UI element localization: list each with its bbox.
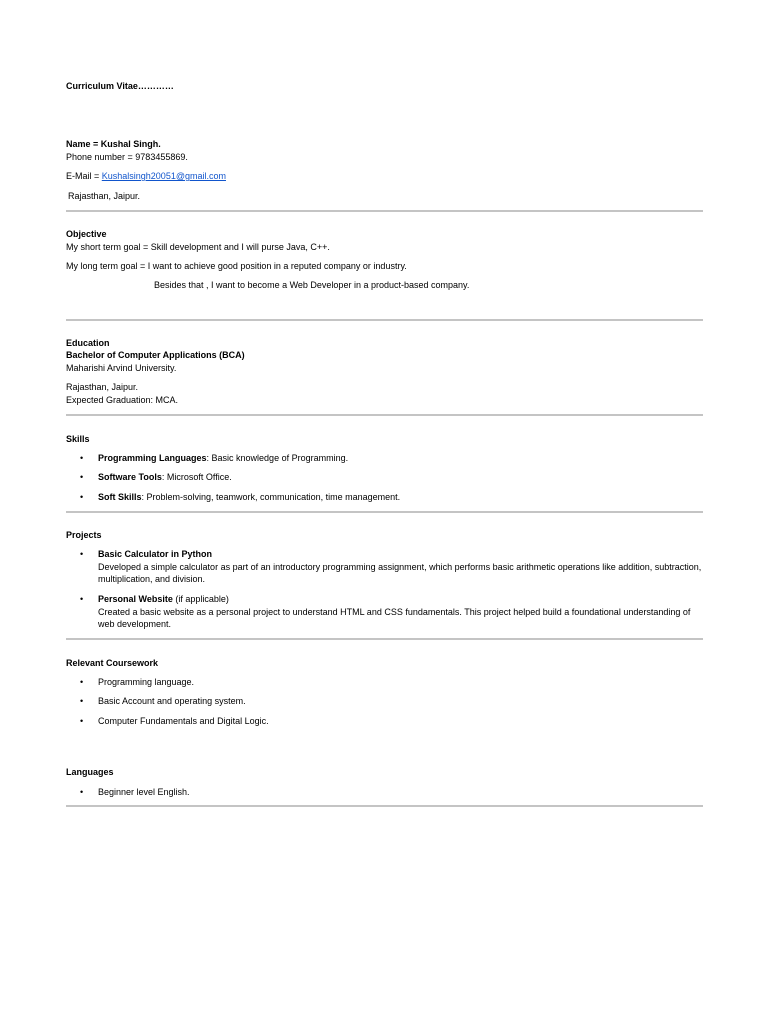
project-description: Created a basic website as a personal project to understand HTML and CSS fundamentals. This project helped build a foundational understanding of web development. bbox=[98, 606, 691, 629]
section-divider bbox=[66, 414, 703, 416]
coursework-item: Programming language. bbox=[98, 677, 195, 687]
skill-item bbox=[98, 452, 702, 465]
objective-long-term: My long term goal = I want to achieve good position in a reputed company or industry. bbox=[66, 261, 407, 271]
skill-text: : Basic knowledge of Programming. bbox=[206, 453, 349, 463]
skill-label: Soft Skills bbox=[98, 492, 142, 502]
coursework-item: Computer Fundamentals and Digital Logic. bbox=[98, 716, 269, 726]
objective-heading: Objective bbox=[66, 229, 107, 239]
project-item bbox=[98, 593, 702, 631]
section-divider bbox=[66, 511, 703, 513]
bullet: • bbox=[80, 696, 84, 706]
project-item bbox=[98, 548, 702, 586]
document-title: Curriculum Vitae………… bbox=[66, 81, 174, 91]
languages-heading: Languages bbox=[66, 767, 114, 777]
section-divider bbox=[66, 319, 703, 321]
education-heading: Education bbox=[66, 338, 110, 348]
objective-short-term: My short term goal = Skill development and I will purse Java, C++. bbox=[66, 242, 330, 252]
language-item: Beginner level English. bbox=[98, 787, 190, 797]
bullet: • bbox=[80, 492, 84, 502]
objective-extra: Besides that , I want to become a Web Developer in a product-based company. bbox=[154, 280, 470, 290]
bullet: • bbox=[80, 677, 84, 687]
section-divider bbox=[66, 638, 703, 640]
bullet: • bbox=[80, 787, 84, 797]
skill-label: Software Tools bbox=[98, 472, 162, 482]
project-title-line bbox=[98, 548, 702, 561]
section-divider bbox=[66, 210, 703, 212]
projects-heading: Projects bbox=[66, 530, 102, 540]
education-location: Rajasthan, Jaipur. bbox=[66, 382, 139, 392]
section-divider bbox=[66, 805, 703, 807]
project-title: Basic Calculator in Python bbox=[98, 549, 213, 559]
bullet: • bbox=[80, 472, 84, 482]
name-line bbox=[66, 139, 161, 150]
candidate-name: Kushal Singh. bbox=[100, 139, 161, 149]
bullet: • bbox=[80, 453, 84, 463]
bullet: • bbox=[80, 549, 84, 559]
project-description: Developed a simple calculator as part of an introductory programming assignment, which performs basic arithmetic operations like addition, subtraction, multiplication, and division. bbox=[98, 561, 702, 584]
email-prefix: E-Mail = bbox=[66, 171, 102, 181]
coursework-item: Basic Account and operating system. bbox=[98, 696, 246, 706]
project-title-line bbox=[98, 593, 702, 606]
skills-heading: Skills bbox=[66, 434, 90, 444]
coursework-heading: Relevant Coursework bbox=[66, 658, 159, 668]
email-line bbox=[66, 171, 226, 182]
name-prefix: Name = bbox=[66, 139, 101, 149]
skill-label: Programming Languages bbox=[98, 453, 207, 463]
phone-line: Phone number = 9783455869. bbox=[66, 152, 188, 162]
skill-text: : Microsoft Office. bbox=[161, 472, 232, 482]
education-expected: Expected Graduation: MCA. bbox=[66, 395, 179, 405]
email-link[interactable]: Kushalsingh20051@gmail.com bbox=[101, 171, 226, 181]
contact-location: Rajasthan, Jaipur. bbox=[68, 191, 141, 201]
skill-item bbox=[98, 471, 702, 484]
project-title-suffix: (if applicable) bbox=[172, 594, 229, 604]
project-title: Personal Website bbox=[98, 594, 173, 604]
bullet: • bbox=[80, 716, 84, 726]
bullet: • bbox=[80, 594, 84, 604]
skill-text: : Problem-solving, teamwork, communication, time management. bbox=[141, 492, 401, 502]
skill-item bbox=[98, 491, 702, 504]
education-university: Maharishi Arvind University. bbox=[66, 363, 177, 373]
education-degree: Bachelor of Computer Applications (BCA) bbox=[66, 350, 245, 360]
